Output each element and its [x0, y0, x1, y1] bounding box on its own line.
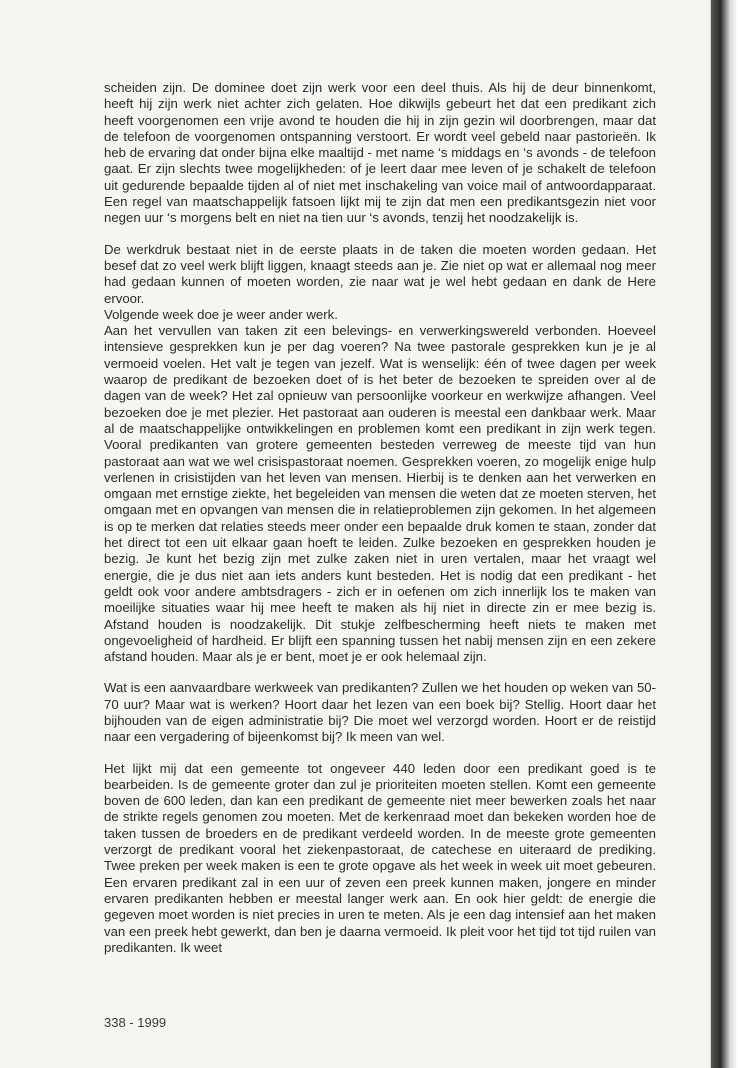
paragraph-pastoral-care: Aan het vervullen van taken zit een belevings- en verwerkingswereld verbonden. Hoeveel intensieve gesprekken kun je per dag voeren? Na twee pastorale gesprekken kun je je al vermoeid voelen. Het valt je tegen van jezelf. Wat is wenselijk: één of twee dagen per week waarop de predikant de bezoeken doet of is het beter de bezoeken te spreiden over al de dagen van de week? Het zal opnieuw van persoonlijke voorkeur en werkwijze afhangen. Veel bezoeken doe je met plezier. Het pastoraat aan ouderen is meestal een dankbaar werk. Maar al de maatschappelijke ontwikkelingen en problemen komt een predikant in zijn werk tegen. Vooral predikanten van grotere gemeenten besteden verreweg de meeste tijd van hun pastoraat aan wat we wel crisispastoraat noemen. Gesprekken voeren, zo mogelijk enige hulp verlenen in crisistijden van het leven van mensen. Hierbij is te denken aan het verwerken en omgaan met ernstige ziekte, het begeleiden van mensen die weten dat ze moeten sterven, het omgaan met en opvangen van mensen die in relatieproblemen zijn gekomen. In het algemeen is op te merken dat relaties steeds meer onder een bepaalde druk komen te staan, zonder dat het direct tot een uit elkaar gaan hoeft te leiden. Zulke bezoeken en gesprekken houden je bezig. Je kunt het bezig zijn met zulke zaken niet in uren vertalen, maar het vraagt wel energie, die je dus niet aan iets anders kunt besteden. Het is nodig dat een predikant - het geldt ook voor andere ambtsdragers - zich er in oefenen om zich innerlijk los te maken van moeilijke situaties waar hij mee heeft te maken als hij niet in directe zin er mee bezig is. Afstand houden is noodzakelijk. Dit stukje zelfbescherming heeft niets te maken met ongevoeligheid of hardheid. Er blijft een spanning tussen het nabij mensen zijn en een zekere afstand houden. Maar als je er bent, moet je er ook helemaal zijn. — [104, 323, 656, 665]
body-text — [104, 80, 656, 956]
paragraph-telephone: scheiden zijn. De dominee doet zijn werk voor een deel thuis. Als hij de deur binnenkomt, heeft hij zijn werk niet achter zich gelaten. Hoe dikwijls gebeurt het dat een predikant zich heeft voorgenomen een vrije avond te houden die hij in zijn gezin wil doorbrengen, maar dat de telefoon de voorgenomen ontspanning verstoort. Er wordt veel gebeld naar pastorieën. Ik heb de ervaring dat onder bijna elke maaltijd - met name ‘s middags en ‘s avonds - de telefoon gaat. Er zijn slechts twee mogelijkheden: of je leert daar mee leven of je schakelt de telefoon uit gedurende bepaalde tijden al of niet met inschakeling van voice mail of antwoordapparaat. Een regel van maatschappelijk fatsoen lijkt mij te zijn dat men een predikantsgezin niet voor negen uur ‘s morgens belt en niet na tien uur ‘s avonds, tenzij het noodzakelijk is. — [104, 80, 656, 226]
binding-edge — [711, 0, 738, 1068]
paragraph-work-week: Wat is een aanvaardbare werkweek van predikanten? Zullen we het houden op weken van 50-70 uur? Maar wat is werken? Hoort daar het lezen van een boek bij? Stellig. Hoort daar het bijhouden van de eigen administratie bij? Die moet wel verzorgd worden. Hoort er de reistijd naar een vergadering of bijeenkomst bij? Ik meen van wel. — [104, 680, 656, 745]
paragraph-workload: De werkdruk bestaat niet in de eerste plaats in de taken die moeten worden gedaan. Het besef dat zo veel werk blijft liggen, knaagt steeds aan je. Zie niet op wat er allemaal nog meer had gedaan kunnen of moeten worden, zie naar wat je wel hebt gedaan en dank de Here ervoor. — [104, 241, 656, 306]
page-number: 338 - 1999 — [104, 1015, 167, 1030]
paragraph-next-week: Volgende week doe je weer ander werk. — [104, 306, 338, 322]
paragraph-congregation-size: Het lijkt mij dat een gemeente tot ongeveer 440 leden door een predikant goed is te bearbeiden. Is de gemeente groter dan zul je prioriteiten moeten stellen. Komt een gemeente boven de 600 leden, dan kan een predikant de gemeente niet meer bewerken zoals het naar de strikte regels genomen zou moeten. Met de kerkenraad moet dan bekeken worden hoe de taken tussen de broeders en de predikant verdeeld worden. In de meeste grote gemeenten verzorgt de predikant vooral het ziekenpastoraat, de catechese en uiteraard de prediking. Twee preken per week maken is een te grote opgave als het week in week uit moet gebeuren. Een ervaren predikant zal in een uur of zeven een preek kunnen maken, jongere en minder ervaren predikanten hebben er meestal langer werk aan. En ook hier geldt: de energie die gegeven moet worden is niet precies in uren te meten. Als je een dag intensief aan het maken van een preek hebt gewerkt, dan ben je daarna vermoeid. Ik pleit voor het tijd tot tijd ruilen van predikanten. Ik weet — [104, 760, 656, 955]
